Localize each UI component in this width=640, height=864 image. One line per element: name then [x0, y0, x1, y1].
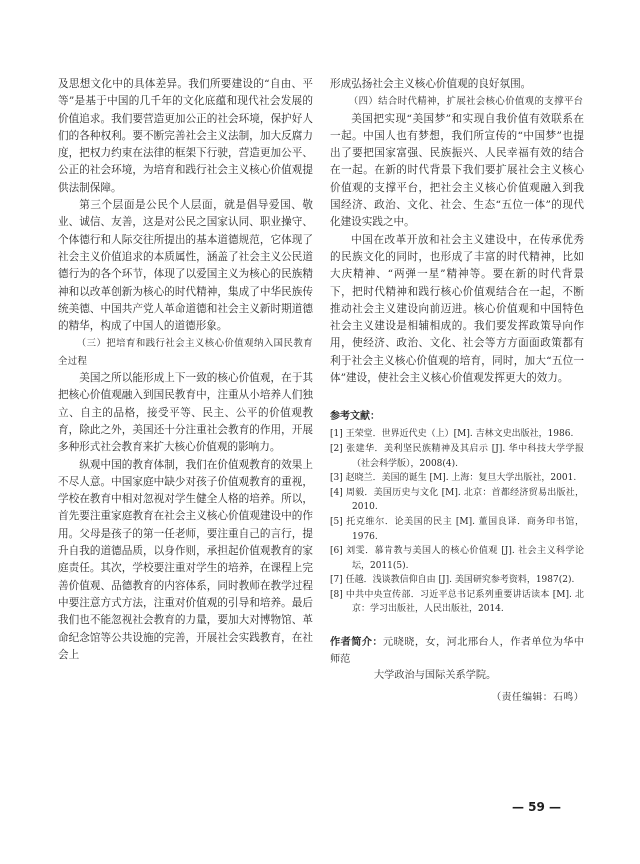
references-list [330, 427, 584, 617]
reference-item: [7] 任越．浅谈教信仰自由 [J]. 美国研究参考资料，1987(2). [330, 575, 575, 586]
reference-item: [8] 中共中央宣传部．习近平总书记系列重要讲话读本 [M]. 北京：学习出版社，人民出版社，2014. [330, 589, 584, 615]
reference-item: [3] 赵晓兰．美国的诞生 [M]. 上海：复旦大学出版社，2001. [330, 473, 577, 484]
body-paragraph: 纵观中国的教育体制，我们在价值观教育的效果上不尽人意。中国家庭中缺少对孩子价值观教育的重视，学校在教育中相对忽视对学生健全人格的培养。所以，首先要注重家庭教育在社会主义核心价值观建设中的作用。父母是孩子的第一任老师，要注重自己的言行，提升自我的道德品质，以身作则，承担起价值观教育的家庭责任。其次，学校要注重对学生的培养，在课程上完善价值观、品德教育的内容体系，同时教师在教学过程中要注意方式方法，注重对价值观的引导和培养。最后我们也不能忽视社会教育的力量，要加大对博物馆、革命纪念馆等公共设施的完善，开展社会实践教育，在社会上 [58, 458, 313, 661]
body-paragraph: 及思想文化中的具体差异。我们所要建设的“自由、平等”是基于中国的几千年的文化底蕴和现代社会发展的价值追求。我们要营造更加公正的社会环境，保护好人们的各种权利。要不断完善社会主义法制，加大反腐力度，把权力约束在法律的框架下行驶，营造更加公平、公正的社会环境，为培育和践行社会主义核心价值观提供法制保障。 [58, 78, 313, 194]
section-heading: （四）结合时代精神，扩展社会核心价值观的支撑平台 [348, 96, 584, 108]
reference-item: [1] 王荣堂．世界近代史（上）[M]. 吉林文史出版社，1986. [330, 429, 574, 440]
references-title: 参考文献： [330, 411, 380, 423]
page-number: — 59 — [512, 800, 562, 814]
section-heading: （三）把培育和践行社会主义核心价值观纳入国民教育全过程 [58, 338, 313, 367]
reference-item: [6] 刘雯．慕肯教与美国人的核心价值观 [J]. 社会主义科学论坛，2011(5). [330, 546, 584, 571]
body-paragraph: 美国之所以能形成上下一致的核心价值观，在于其把核心价值观融入到国民教育中，注重从小培养人们独立、自主的品格，接受平等、民主、公平的价值观教育，除此之外，美国还十分注重社会教育的作用，开展多种形式社会教育来扩大核心价值观的影响力。 [58, 372, 313, 454]
reference-item: [5] 托克维尔．论美国的民主 [M]. 董国良译．商务印书馆，1976. [330, 516, 584, 542]
editor-note: （责任编辑：石鸣） [491, 691, 584, 703]
reference-item: [4] 周毅．美国历史与文化 [M]. 北京：首都经济贸易出版社，2010. [330, 487, 584, 513]
author-label: 作者简介： [330, 637, 384, 649]
author-line: 大学政治与国际关系学院。 [374, 670, 497, 682]
body-paragraph: 第三个层面是公民个人层面，就是倡导爱国、敬业、诚信、友善，这是对公民之国家认同、职业操守、个体德行和人际交往所提出的基本道德规范，它体现了社会主义价值追求的本质属性，涵盖了社会主义公民道德行为的各个环节，体现了以爱国主义为核心的民族精神和以改革创新为核心的时代精神，集成了中华民族传统美德、中国共产党人革命道德和社会主义新时期道德的精华，构成了中国人的道德形象。 [58, 199, 313, 333]
body-paragraph: 形成弘扬社会主义核心价值观的良好氛围。 [330, 78, 532, 90]
reference-item: [2] 张建华．美利坚民族精神及其启示 [J]. 华中科技大学学报（社会科学版），2008(4). [330, 443, 584, 469]
author-bio [330, 635, 584, 685]
author-line: 元晓晓，女，河北邢台人，作者单位为华中师范 [330, 637, 585, 665]
body-paragraph: 美国把实现“美国梦”和实现自我价值有效联系在一起。中国人也有梦想，我们所宣传的“中国梦”也提出了要把国家富强、民族振兴、人民幸福有效的结合在一起。在新的时代背景下我们要扩展社会主义核心价值观的支撑平台，把社会主义核心价值观融入到我国经济、政治、文化、社会、生态“五位一体”的现代化建设实践之中。 [330, 112, 584, 229]
body-paragraph: 中国在改革开放和社会主义建设中，在传承优秀的民族文化的同时，也形成了丰富的时代精神，比如大庆精神、“两弹一星”精神等。要在新的时代背景下，把时代精神和践行核心价值观结合在一起，不断推动社会主义建设向前迈进。核心价值观和中国特色社会主义建设是相辅相成的。我们要发挥政策导向作用，使经济、政治、文化、社会等方方面面政策都有利于社会主义核心价值观的培育，同时，加大“五位一体”建设，使社会主义核心价值观发挥更大的效力。 [330, 233, 584, 385]
left-column [58, 76, 313, 664]
right-column [330, 76, 584, 706]
